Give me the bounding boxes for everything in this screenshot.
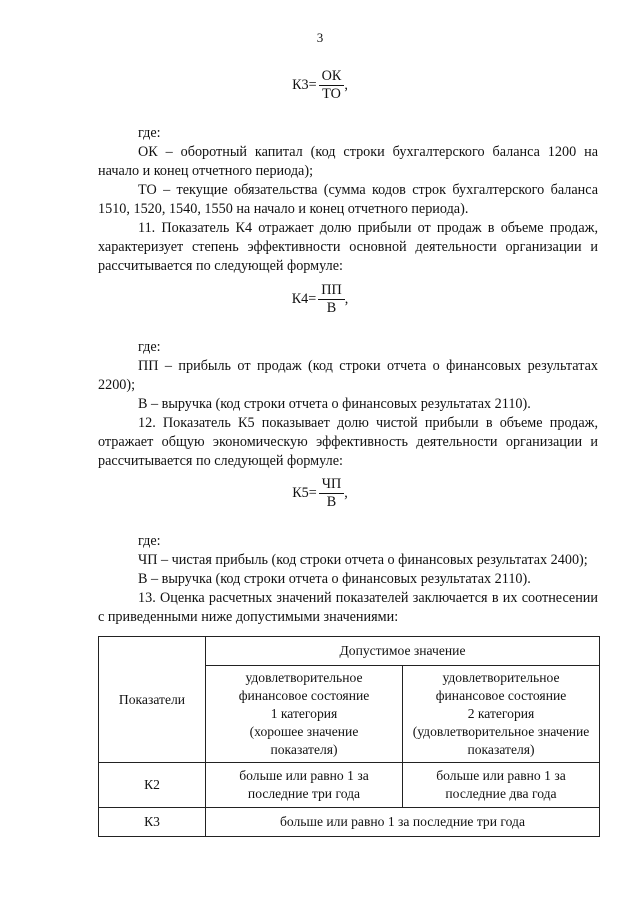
formula-k5-denominator: В — [326, 494, 337, 510]
table-row — [99, 763, 600, 808]
header-category-2: удовлетворительное финансовое состояние 2 категория (удовлетворительное значение показателя) — [403, 666, 600, 763]
indicator-k2: К2 — [99, 763, 206, 808]
formula-k3-suffix: , — [344, 77, 348, 93]
definition-chp: ЧП – чистая прибыль (код строки отчета о финансовых результатах 2400); — [138, 552, 588, 568]
formula-k5-numerator: ЧП — [321, 476, 342, 492]
definition-v: В – выручка (код строки отчета о финансовых результатах 2110). — [138, 571, 531, 587]
formula-k4-fraction — [318, 282, 345, 317]
formula-k3 — [0, 68, 640, 103]
formula-k5-lhs: К5= — [292, 485, 317, 501]
header-indicators: Показатели — [99, 637, 206, 763]
formula-k3-numerator: ОК — [321, 68, 342, 84]
page-number: 3 — [316, 30, 324, 45]
formula-k3-fraction — [319, 68, 345, 103]
k3-value: больше или равно 1 за последние три года — [206, 808, 600, 837]
header-allowed-value: Допустимое значение — [206, 637, 600, 666]
paragraph-11: 11. Показатель К4 отражает долю прибыли от продаж в объеме продаж, характеризует степень эффективности основной деятельности организации и рассчитывается по следующей формуле: — [98, 220, 598, 274]
formula-k4-suffix: , — [344, 291, 349, 307]
formula-k5 — [0, 476, 640, 511]
where-label: где: — [138, 125, 161, 141]
formula-k4-denominator: В — [326, 300, 337, 316]
formula-k5-suffix: , — [344, 485, 348, 501]
where-label: где: — [138, 533, 161, 549]
formula-k4-numerator: ПП — [321, 282, 342, 298]
definition-v: В – выручка (код строки отчета о финансовых результатах 2110). — [138, 396, 531, 412]
formula-k4-lhs: К4= — [291, 291, 317, 307]
where-label: где: — [138, 339, 161, 355]
definition-to: ТО – текущие обязательства (сумма кодов строк бухгалтерского баланса 1510, 1520, 1540, 1550 на начало и конец отчетного периода). — [98, 182, 598, 217]
text-block-3 — [98, 532, 598, 627]
paragraph-13: 13. Оценка расчетных значений показателей заключается в их соотнесении с приведенными ниже допустимыми значениями: — [98, 590, 598, 625]
allowed-values-table — [98, 636, 600, 837]
formula-k5-fraction — [319, 476, 344, 511]
definition-pp: ПП – прибыль от продаж (код строки отчета о финансовых результатах 2200); — [98, 358, 598, 393]
formula-k3-denominator: ТО — [322, 86, 341, 102]
table-row — [99, 808, 600, 837]
paragraph-12: 12. Показатель К5 показывает долю чистой прибыли в объеме продаж, отражает общую экономическую эффективность деятельности организации и рассчитывается по следующей формуле: — [98, 415, 598, 469]
k2-category-1-value: больше или равно 1 за последние три года — [206, 763, 403, 808]
definition-ok: ОК – оборотный капитал (код строки бухгалтерского баланса 1200 на начало и конец отчетного периода); — [98, 144, 598, 179]
header-category-1: удовлетворительное финансовое состояние 1 категория (хорошее значение показателя) — [206, 666, 403, 763]
table-header-row — [99, 637, 600, 666]
formula-k3-lhs: К3= — [292, 77, 317, 93]
indicator-k3: К3 — [99, 808, 206, 837]
text-block-2 — [98, 338, 598, 471]
formula-k4 — [0, 282, 640, 317]
k2-category-2-value: больше или равно 1 за последние два года — [403, 763, 600, 808]
text-block-1 — [98, 124, 598, 276]
